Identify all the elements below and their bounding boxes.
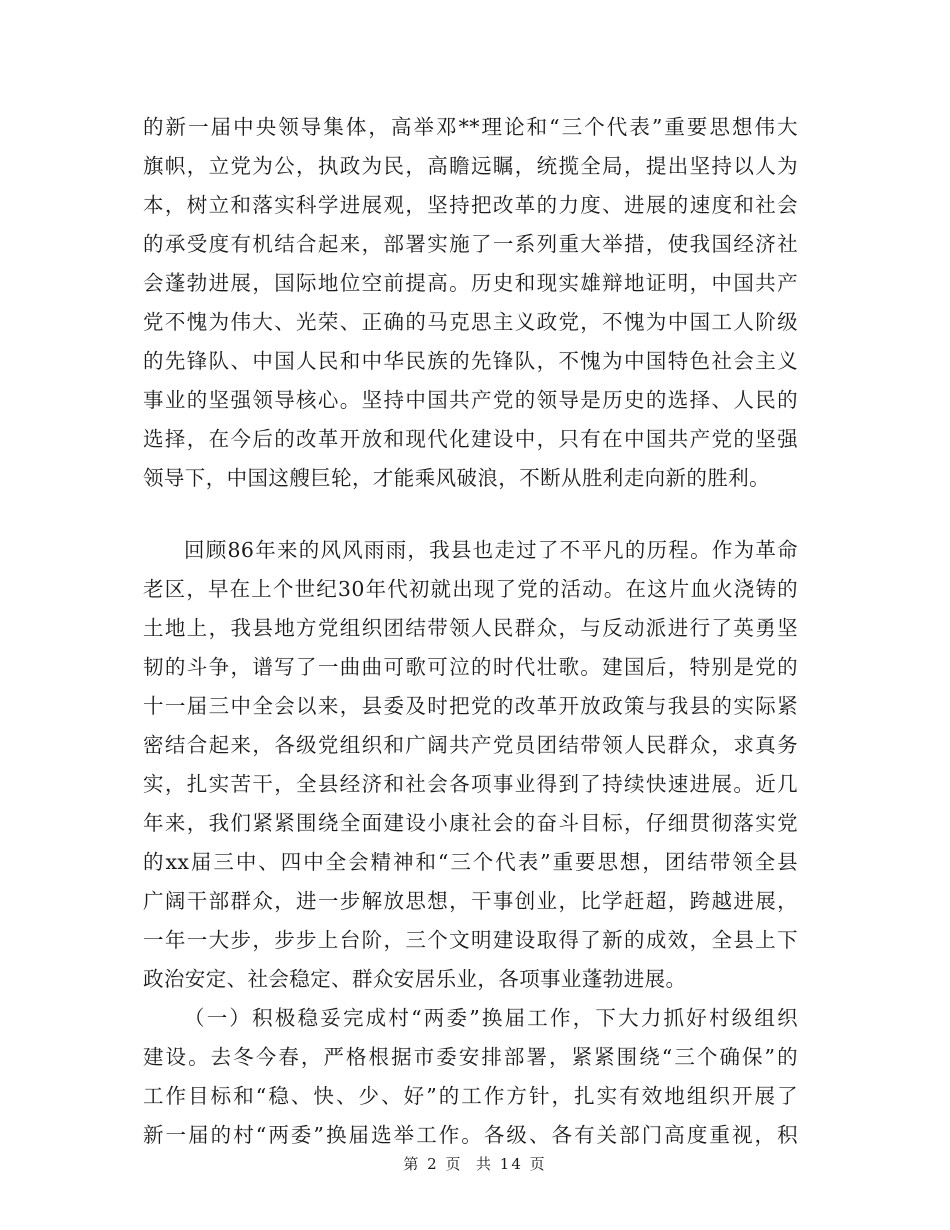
paragraph-gap	[143, 498, 798, 531]
text-line: 的先锋队、中国人民和中华民族的先锋队，不愧为中国特色社会主义	[143, 349, 798, 373]
text-line: 新一届的村“两委”换届选举工作。各级、各有关部门高度重视，积	[143, 1123, 798, 1147]
text-line: 的xx届三中、四中全会精神和“三个代表”重要思想，团结带领全县	[143, 850, 798, 874]
text-line: 会蓬勃进展，国际地位空前提高。历史和现实雄辩地证明，中国共产	[143, 271, 798, 295]
footer-prefix: 第	[403, 1155, 421, 1173]
page-number-total: 14	[499, 1155, 523, 1173]
text-line: 一年一大步，步步上台阶，三个文明建设取得了新的成效，全县上下	[143, 928, 798, 952]
text-line: 事业的坚强领导核心。坚持中国共产党的领导是历史的选择、人民的	[143, 388, 798, 412]
text-line: 的承受度有机结合起来，部署实施了一系列重大举措，使我国经济社	[143, 232, 798, 256]
text-line: 领导下，中国这艘巨轮，才能乘风破浪，不断从胜利走向新的胜利。	[143, 466, 770, 490]
text-line: 韧的斗争，谱写了一曲曲可歌可泣的时代壮歌。建国后，特别是党的	[143, 655, 798, 679]
paragraph-3	[143, 999, 798, 1155]
document-body	[143, 108, 798, 1155]
text-line: 工作目标和“稳、快、少、好”的工作方针，扎实有效地组织开展了	[143, 1084, 798, 1108]
page-footer	[0, 1153, 950, 1174]
page-number-current: 2	[427, 1155, 439, 1173]
paragraph-1	[143, 108, 798, 498]
footer-middle: 页 共	[445, 1155, 493, 1173]
text-line: 年来，我们紧紧围绕全面建设小康社会的奋斗目标，仔细贯彻落实党	[143, 811, 798, 835]
text-line: 回顾86年来的风风雨雨，我县也走过了不平凡的历程。作为革命	[184, 538, 798, 562]
text-line: 实，扎实苦干，全县经济和社会各项事业得到了持续快速进展。近几	[143, 772, 798, 796]
text-line: 十一届三中全会以来，县委及时把党的改革开放政策与我县的实际紧	[143, 694, 798, 718]
paragraph-2	[143, 531, 798, 999]
text-line: 建设。去冬今春，严格根据市委安排部署，紧紧围绕“三个确保”的	[143, 1045, 798, 1069]
text-line: 本，树立和落实科学进展观，坚持把改革的力度、进展的速度和社会	[143, 193, 798, 217]
text-line: 土地上，我县地方党组织团结带领人民群众，与反动派进行了英勇坚	[143, 616, 798, 640]
text-line: 选择，在今后的改革开放和现代化建设中，只有在中国共产党的坚强	[143, 427, 798, 451]
text-line: 广阔干部群众，进一步解放思想，干事创业，比学赶超，跨越进展，	[143, 889, 798, 913]
text-line: 党不愧为伟大、光荣、正确的马克思主义政党，不愧为中国工人阶级	[143, 310, 798, 334]
text-line: 老区，早在上个世纪30年代初就出现了党的活动。在这片血火浇铸的	[143, 577, 798, 601]
text-line: （一）积极稳妥完成村“两委”换届工作，下大力抓好村级组织	[184, 1006, 798, 1030]
text-line: 密结合起来，各级党组织和广阔共产党员团结带领人民群众，求真务	[143, 733, 798, 757]
footer-suffix: 页	[529, 1155, 547, 1173]
text-line: 的新一届中央领导集体，高举邓**理论和“三个代表”重要思想伟大	[143, 115, 798, 139]
text-line: 旗帜，立党为公，执政为民，高瞻远瞩，统揽全局，提出坚持以人为	[143, 154, 798, 178]
text-line: 政治安定、社会稳定、群众安居乐业，各项事业蓬勃进展。	[143, 967, 687, 991]
